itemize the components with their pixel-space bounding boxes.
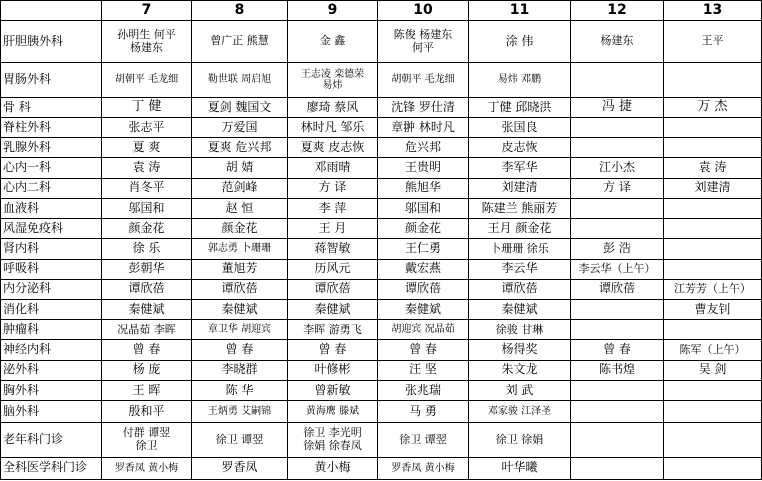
department-name: 骨 科 [1,97,102,117]
department-name: 胸外科 [1,380,102,400]
schedule-cell: 夏爽 皮志恢 [288,138,378,158]
schedule-cell: 李云华（上午） [571,259,664,279]
schedule-cell: 方 译 [571,178,664,198]
schedule-cell: 肖冬平 [102,178,192,198]
schedule-cell: 叶修彬 [288,360,378,380]
schedule-cell: 沈锋 罗仕清 [378,97,469,117]
schedule-cell [571,63,664,97]
table-row [1,360,762,380]
schedule-cell: 徐卫 徐娟 [469,423,571,457]
schedule-cell: 王仁勇 [378,239,469,259]
day-header: 11 [469,1,571,21]
schedule-cell [571,401,664,423]
schedule-cell [664,239,762,259]
schedule-cell: 曾广正 熊慧 [192,21,288,63]
table-row [1,401,762,423]
department-name: 血液科 [1,198,102,218]
schedule-cell: 刘 武 [469,380,571,400]
department-name: 胃肠外科 [1,63,102,97]
schedule-cell: 邬国和 [378,198,469,218]
schedule-cell: 袁 涛 [102,158,192,178]
schedule-cell: 叶华曦 [469,457,571,479]
department-name: 全科医学科门诊 [1,457,102,479]
schedule-cell: 曾新敏 [288,380,378,400]
schedule-cell [571,138,664,158]
schedule-cell: 秦健斌 [378,300,469,320]
schedule-cell: 夏 爽 [102,138,192,158]
schedule-cell: 易炜 邓鹏 [469,63,571,97]
schedule-cell: 勒世联 周启旭 [192,63,288,97]
day-header: 9 [288,1,378,21]
schedule-cell [664,138,762,158]
table-row [1,239,762,259]
schedule-cell: 罗香凤 黄小梅 [102,457,192,479]
schedule-cell: 曾 春 [378,340,469,360]
schedule-cell [664,457,762,479]
schedule-cell [664,320,762,340]
schedule-cell: 冯 捷 [571,97,664,117]
schedule-cell: 袁 涛 [664,158,762,178]
department-name: 心内一科 [1,158,102,178]
schedule-cell: 林时凡 邹乐 [288,118,378,138]
schedule-cell: 卜珊珊 徐乐 [469,239,571,259]
schedule-cell: 陈 华 [192,380,288,400]
table-row [1,300,762,320]
table-row [1,138,762,158]
table-row [1,457,762,479]
schedule-cell: 方 译 [288,178,378,198]
schedule-cell: 徐卫 李光明 徐娟 徐春凤 [288,423,378,457]
schedule-cell: 万爱国 [192,118,288,138]
schedule-cell: 董旭芳 [192,259,288,279]
schedule-cell: 王贵明 [378,158,469,178]
schedule-cell: 邬国和 [102,198,192,218]
schedule-cell: 彭 浩 [571,239,664,259]
schedule-cell: 陈俊 杨建东 何平 [378,21,469,63]
schedule-cell: 曾 春 [192,340,288,360]
schedule-cell: 殷和平 [102,401,192,423]
schedule-cell: 刘建清 [469,178,571,198]
schedule-cell: 杨 庞 [102,360,192,380]
schedule-cell: 张志平 [102,118,192,138]
schedule-cell: 邓雨晴 [288,158,378,178]
schedule-cell: 秦健斌 [192,300,288,320]
table-row [1,320,762,340]
schedule-cell: 丁健 邱晓洪 [469,97,571,117]
header-corner [1,1,102,21]
schedule-cell: 陈建兰 熊丽芳 [469,198,571,218]
schedule-cell: 廖琦 蔡风 [288,97,378,117]
department-name: 肝胆胰外科 [1,21,102,63]
schedule-cell: 曾 春 [288,340,378,360]
schedule-cell: 徐卫 谭翌 [192,423,288,457]
schedule-cell [664,401,762,423]
schedule-cell [571,300,664,320]
schedule-cell: 彭朝华 [102,259,192,279]
schedule-cell [571,320,664,340]
schedule-cell: 涂 伟 [469,21,571,63]
department-name: 老年科门诊 [1,423,102,457]
schedule-cell: 江小杰 [571,158,664,178]
day-header: 7 [102,1,192,21]
department-name: 泌外科 [1,360,102,380]
schedule-cell: 刘建清 [664,178,762,198]
schedule-cell [571,198,664,218]
schedule-cell [664,118,762,138]
schedule-cell [664,63,762,97]
table-row [1,21,762,63]
schedule-cell: 王 晖 [102,380,192,400]
table-row [1,259,762,279]
table-row [1,158,762,178]
schedule-cell: 王月 颜金花 [469,219,571,239]
department-name: 脊柱外科 [1,118,102,138]
schedule-cell: 李云华 [469,259,571,279]
schedule-cell: 章卫华 胡迎宾 [192,320,288,340]
schedule-cell: 王 月 [288,219,378,239]
schedule-cell: 金 鑫 [288,21,378,63]
schedule-cell: 付群 谭翌 徐卫 [102,423,192,457]
schedule-cell: 王志凌 栾德荣 易炜 [288,63,378,97]
schedule-cell [664,198,762,218]
schedule-cell: 危兴邦 [378,138,469,158]
schedule-cell: 徐骏 甘琳 [469,320,571,340]
day-header: 8 [192,1,288,21]
schedule-cell [571,457,664,479]
schedule-cell: 秦健斌 [102,300,192,320]
schedule-cell: 胡 婧 [192,158,288,178]
schedule-cell: 李 萍 [288,198,378,218]
table-row [1,219,762,239]
schedule-cell: 江芳芳（上午） [664,279,762,299]
schedule-cell [664,423,762,457]
schedule-cell: 王平 [664,21,762,63]
schedule-cell: 郭志勇 卜珊珊 [192,239,288,259]
table-row [1,340,762,360]
department-name: 内分泌科 [1,279,102,299]
schedule-cell: 夏爽 危兴邦 [192,138,288,158]
schedule-cell: 王炳勇 艾嗣锦 [192,401,288,423]
schedule-cell: 陈书煌 [571,360,664,380]
schedule-cell: 曾 春 [102,340,192,360]
schedule-cell: 徐卫 谭翌 [378,423,469,457]
schedule-cell: 曹友钊 [664,300,762,320]
schedule-cell: 张兆瑞 [378,380,469,400]
schedule-cell [571,423,664,457]
schedule-cell: 谭欣蓓 [571,279,664,299]
schedule-cell: 范剑峰 [192,178,288,198]
schedule-cell: 邓家骏 江泽圣 [469,401,571,423]
schedule-cell: 秦健斌 [469,300,571,320]
schedule-cell: 黄海鹰 滕斌 [288,401,378,423]
table-row [1,97,762,117]
schedule-cell: 夏剑 魏国文 [192,97,288,117]
schedule-cell: 谭欣蓓 [378,279,469,299]
schedule-cell: 万 杰 [664,97,762,117]
schedule-cell: 曾 春 [571,340,664,360]
schedule-cell: 朱文龙 [469,360,571,380]
schedule-cell: 罗香凤 [192,457,288,479]
schedule-cell: 罗香凤 黄小梅 [378,457,469,479]
schedule-cell: 胡迎宾 况晶茹 [378,320,469,340]
schedule-cell: 李军华 [469,158,571,178]
schedule-cell: 孙明生 何平 杨建东 [102,21,192,63]
schedule-cell: 杨得奖 [469,340,571,360]
schedule-cell: 马 勇 [378,401,469,423]
schedule-cell: 谭欣蓓 [469,279,571,299]
header-row [1,1,762,21]
schedule-cell: 皮志恢 [469,138,571,158]
department-name: 呼吸科 [1,259,102,279]
schedule-cell: 吴 剑 [664,360,762,380]
department-name: 肾内科 [1,239,102,259]
day-header: 10 [378,1,469,21]
schedule-cell: 颜金花 [192,219,288,239]
schedule-cell: 熊旭华 [378,178,469,198]
schedule-cell: 谭欣蓓 [102,279,192,299]
department-name: 肿瘤科 [1,320,102,340]
schedule-cell: 颜金花 [378,219,469,239]
day-header: 12 [571,1,664,21]
table-row [1,63,762,97]
schedule-cell: 赵 恒 [192,198,288,218]
schedule-cell: 汪 坚 [378,360,469,380]
department-name: 消化科 [1,300,102,320]
table-row [1,198,762,218]
schedule-cell: 胡朝平 毛龙细 [378,63,469,97]
table-row [1,380,762,400]
schedule-body [1,21,762,480]
schedule-cell [664,259,762,279]
schedule-cell: 戴宏燕 [378,259,469,279]
department-name: 风湿免疫科 [1,219,102,239]
schedule-cell: 张国良 [469,118,571,138]
schedule-cell [664,380,762,400]
schedule-cell [571,380,664,400]
table-row [1,118,762,138]
schedule-cell [571,219,664,239]
schedule-cell: 黄小梅 [288,457,378,479]
schedule-cell: 陈军（上午） [664,340,762,360]
schedule-cell: 历风元 [288,259,378,279]
table-row [1,178,762,198]
schedule-cell: 颜金花 [102,219,192,239]
schedule-cell: 谭欣蓓 [192,279,288,299]
schedule-cell: 蒋智敏 [288,239,378,259]
table-row [1,279,762,299]
schedule-cell: 李晓群 [192,360,288,380]
department-name: 脑外科 [1,401,102,423]
schedule-cell: 丁 健 [102,97,192,117]
department-name: 乳腺外科 [1,138,102,158]
department-name: 心内二科 [1,178,102,198]
schedule-cell: 章翀 林时凡 [378,118,469,138]
schedule-cell: 徐 乐 [102,239,192,259]
schedule-cell [664,219,762,239]
schedule-cell: 秦健斌 [288,300,378,320]
day-header: 13 [664,1,762,21]
schedule-cell: 李晖 游勇飞 [288,320,378,340]
schedule-cell: 杨建东 [571,21,664,63]
schedule-cell: 谭欣蓓 [288,279,378,299]
schedule-cell [571,118,664,138]
table-row [1,423,762,457]
schedule-cell: 胡朝平 毛龙细 [102,63,192,97]
department-name: 神经内科 [1,340,102,360]
schedule-cell: 况晶茹 李晖 [102,320,192,340]
